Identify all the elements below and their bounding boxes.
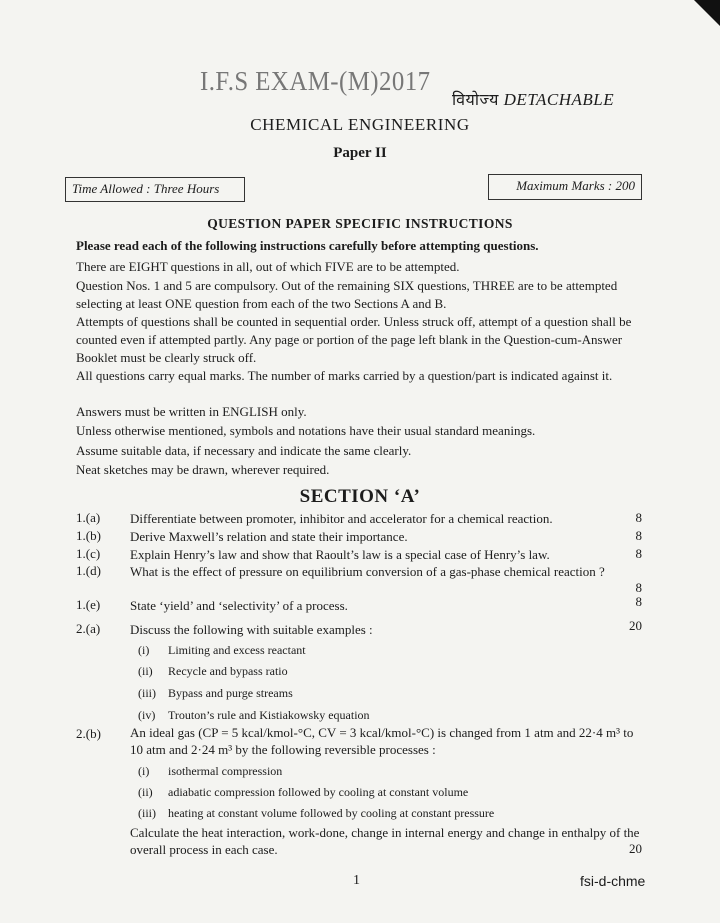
question-text: Calculate the heat interaction, work-done, change in internal energy and change in enthalpy of the overall process in each case.: [130, 825, 640, 857]
list-item: (iv) Trouton’s rule and Kistiakowsky equation: [138, 708, 370, 722]
instruction-line: All questions carry equal marks. The number of marks carried by a question/part is indicated against it.: [76, 368, 613, 383]
instruction-line: There are EIGHT questions in all, out of which FIVE are to be attempted.: [76, 259, 460, 274]
section-title: SECTION ‘A’: [299, 486, 421, 507]
question-text: Discuss the following with suitable examples :: [130, 622, 373, 637]
list-item: (ii) adiabatic compression followed by cooling at constant volume: [138, 785, 469, 799]
question-marks: 8: [635, 528, 642, 543]
list-item: (ii) Recycle and bypass ratio: [138, 664, 288, 678]
instruction-line: Please read each of the following instructions carefully before attempting questions.: [76, 238, 539, 253]
instructions-heading: QUESTION PAPER SPECIFIC INSTRUCTIONS: [207, 216, 513, 231]
detachable-label: [452, 88, 614, 110]
question-number: 2.(b): [76, 726, 101, 741]
question-text: Derive Maxwell’s relation and state their importance.: [130, 529, 408, 544]
question-number: 1.(a): [76, 510, 101, 525]
instruction-line: Neat sketches may be drawn, wherever required.: [76, 462, 330, 477]
question-marks: 8: [635, 594, 642, 609]
instruction-line: Answers must be written in ENGLISH only.: [76, 404, 307, 419]
exam-title: I.F.S EXAM-(M)2017: [200, 66, 431, 96]
subject-title: CHEMICAL ENGINEERING: [250, 115, 470, 134]
max-marks-box: Maximum Marks : 200: [488, 174, 642, 200]
question-marks: 20: [629, 841, 642, 856]
paper-number: Paper II: [333, 145, 387, 161]
question-number: 1.(c): [76, 546, 101, 561]
paper-code: fsi-d-chme: [580, 873, 646, 889]
instruction-line: Attempts of questions shall be counted in sequential order. Unless struck off, attempt of a question shall be counted even if attempted partly. Any page or portion of the page left blank in the Question-cum-Answer Booklet must be clearly struck off.: [76, 314, 632, 365]
detachable-english: DETACHABLE: [503, 90, 615, 109]
question-marks: 8: [635, 510, 642, 525]
instruction-line: Unless otherwise mentioned, symbols and notations have their usual standard meanings.: [76, 423, 536, 438]
question-number: 2.(a): [76, 621, 101, 636]
question-number: 1.(d): [76, 563, 101, 578]
question-text: State ‘yield’ and ‘selectivity’ of a process.: [130, 598, 348, 613]
question-text: What is the effect of pressure on equilibrium conversion of a gas-phase chemical reaction ?: [130, 564, 605, 579]
question-text: Explain Henry’s law and show that Raoult’s law is a special case of Henry’s law.: [130, 547, 550, 562]
question-text: Differentiate between promoter, inhibitor and accelerator for a chemical reaction.: [130, 511, 553, 526]
question-marks: 8: [635, 580, 642, 595]
detachable-hindi: वियोज्य: [452, 90, 499, 109]
list-item: (i) isothermal compression: [138, 764, 283, 778]
question-number: 1.(b): [76, 528, 101, 543]
question-marks: 20: [629, 618, 642, 633]
instruction-line: Question Nos. 1 and 5 are compulsory. Out of the remaining SIX questions, THREE are to be attempted selecting at least ONE question from each of the two Sections A and B.: [76, 278, 618, 311]
question-marks: 8: [635, 546, 642, 561]
page-number: 1: [353, 873, 360, 888]
time-allowed-box: Time Allowed : Three Hours: [65, 177, 245, 202]
list-item: (iii) heating at constant volume followed by cooling at constant pressure: [138, 806, 495, 820]
list-item: (i) Limiting and excess reactant: [138, 643, 306, 657]
instruction-line: Assume suitable data, if necessary and indicate the same clearly.: [76, 443, 412, 458]
question-number: 1.(e): [76, 597, 101, 612]
list-item: (iii) Bypass and purge streams: [138, 686, 293, 700]
question-text: An ideal gas (CP = 5 kcal/kmol-°C, CV = 3 kcal/kmol-°C) is changed from 1 atm and 22·4 m³ to 10 atm and 2·24 m³ by the following reversible processes :: [130, 725, 634, 757]
page-corner-fold: [694, 0, 720, 26]
